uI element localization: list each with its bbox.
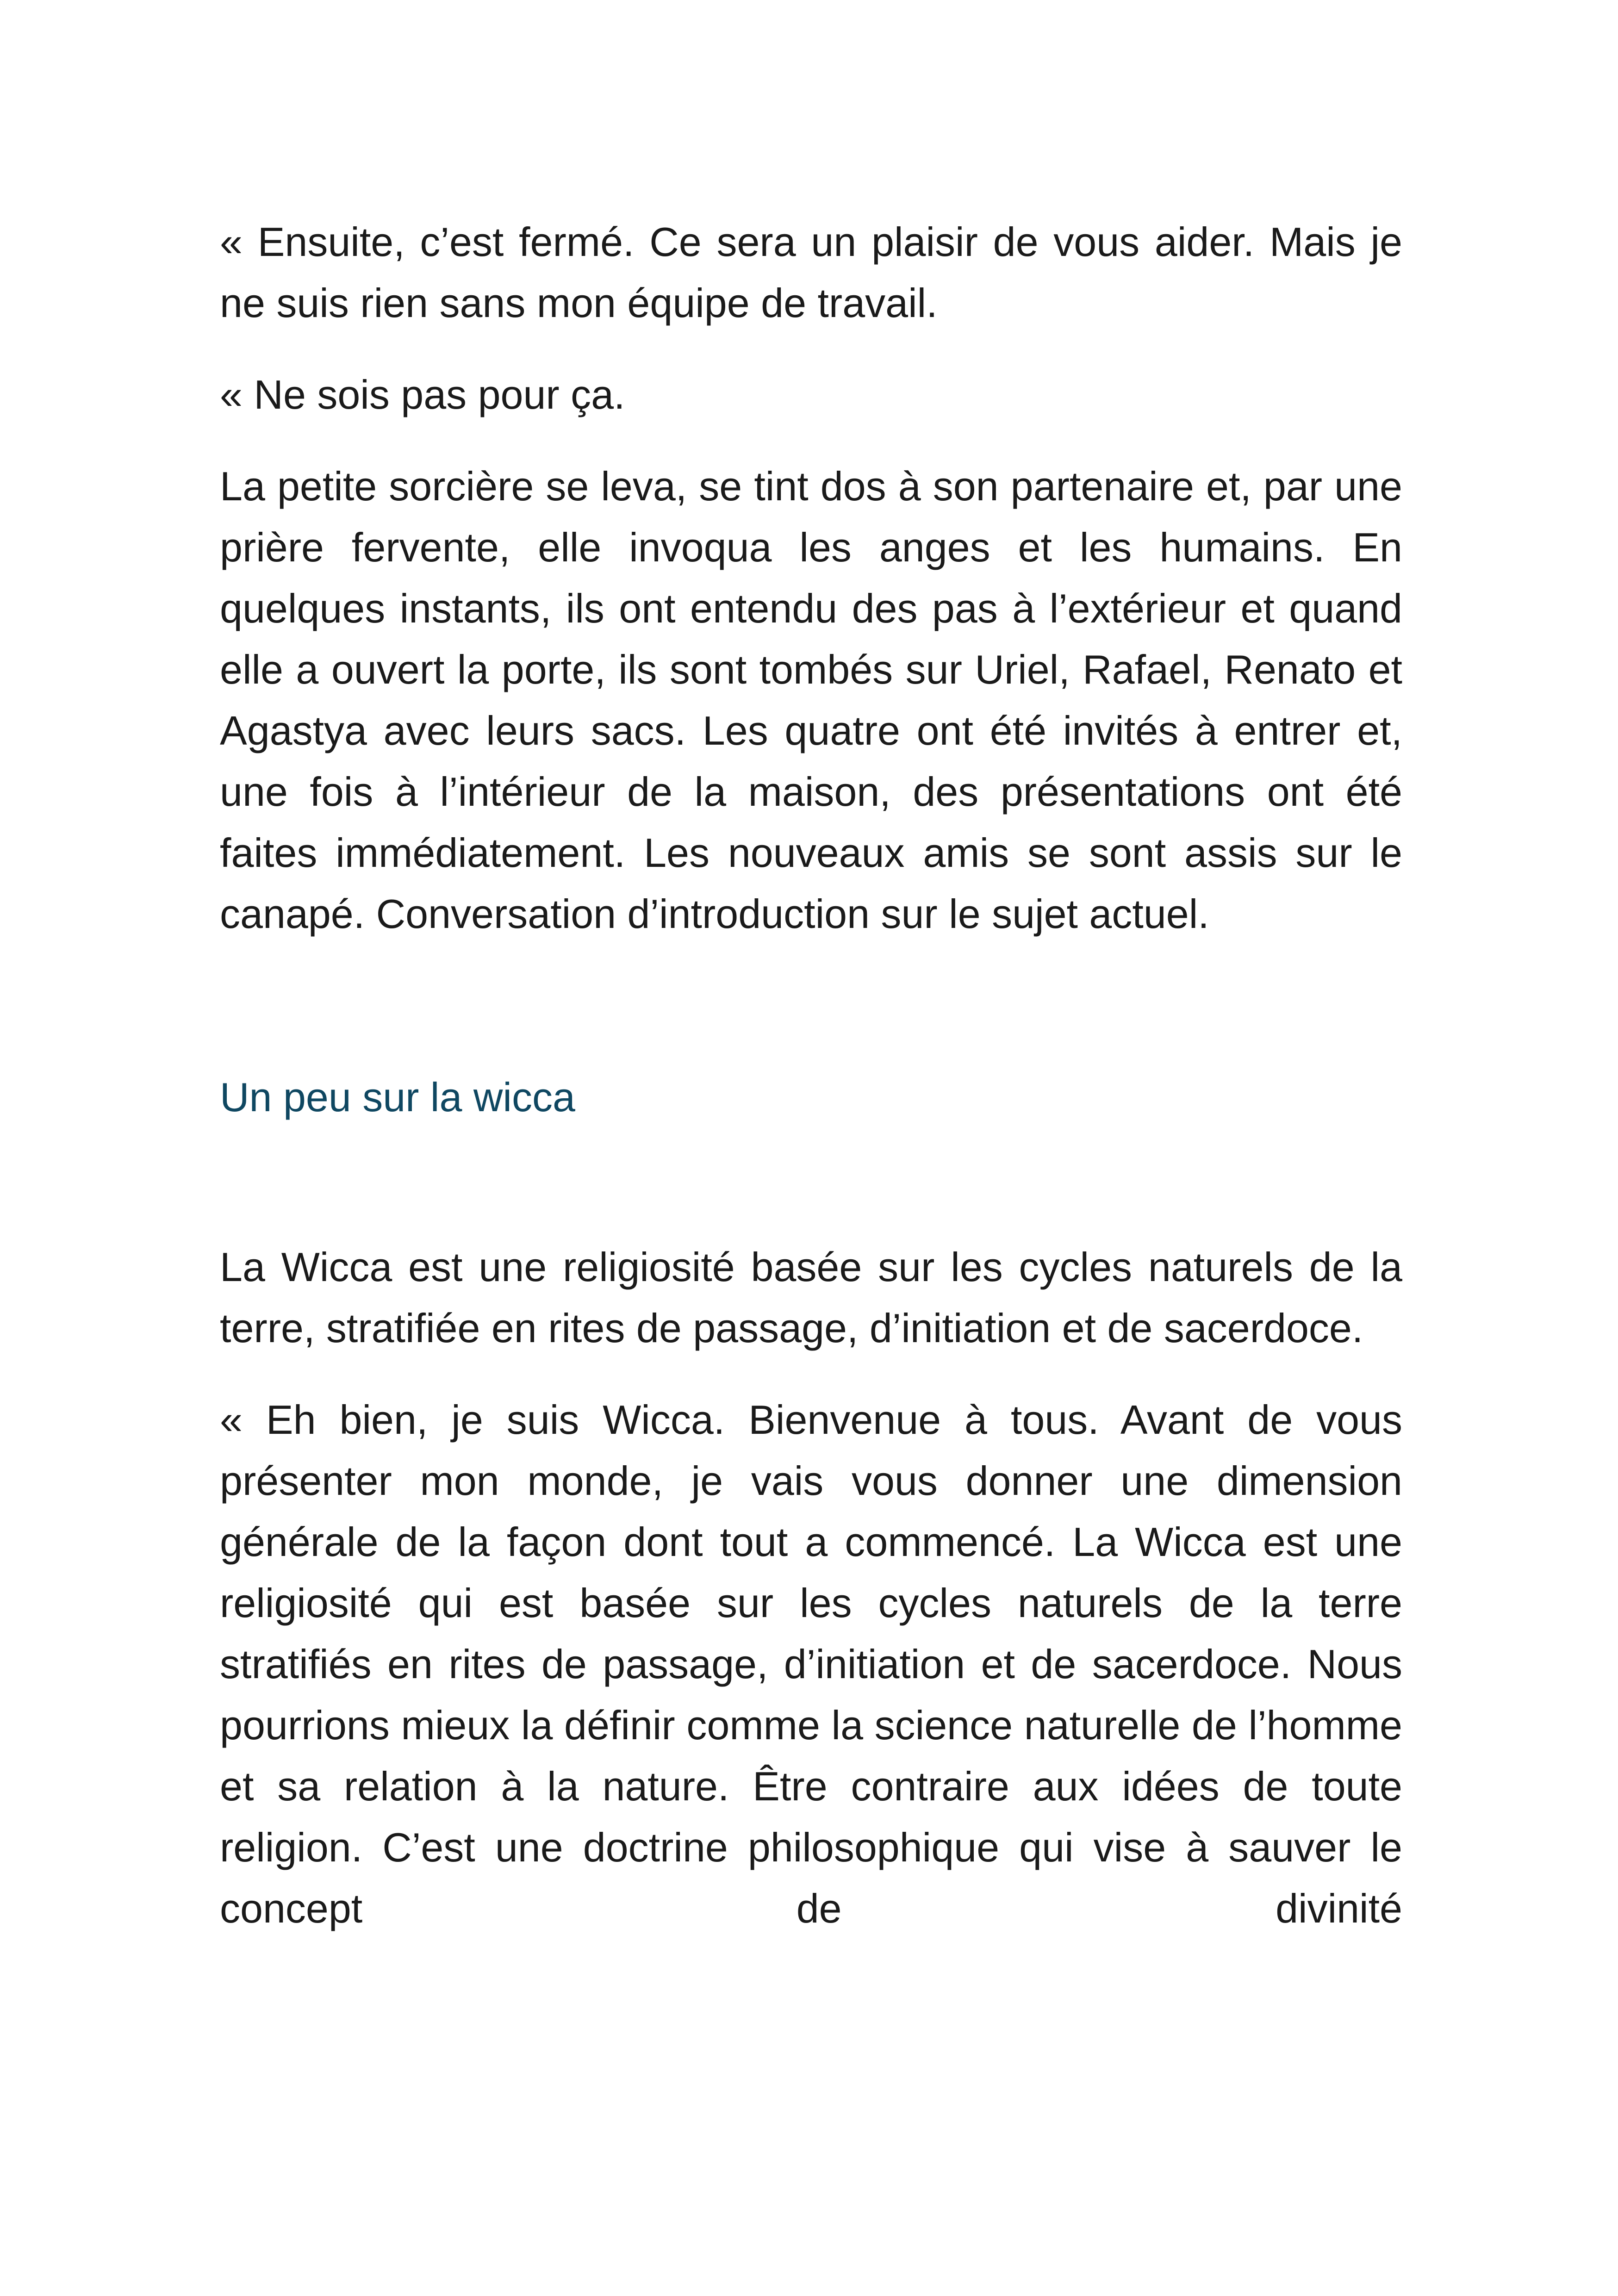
paragraph-dialogue-3: « Eh bien, je suis Wicca. Bienvenue à tous. Avant de vous présenter mon monde, je vais vous donner une dimension générale de la façon dont tout a commencé. La Wicca est une religiosité qui est basée sur les cycles naturels de la terre stratifiés en rites de passage, d’initiation et de sacerdoce. Nous pourrions mieux la définir comme la science naturelle de l’homme et sa relation à la nature. Être contraire aux idées de toute religion. C’est une doctrine philosophique qui vise à sauver le concept de divinité [220,1397,1402,1931]
paragraph-narrative: La petite sorcière se leva, se tint dos à son partenaire et, par une prière fervente, elle invoqua les anges et les humains. En quelques instants, ils ont entendu des pas à l’extérieur et quand elle a ouvert la porte, ils sont tombés sur Uriel, Rafael, Renato et Agastya avec leurs sacs. Les quatre ont été invités à entrer et, une fois à l’intérieur de la maison, des présentations ont été faites immédiatement. Les nouveaux amis se sont assis sur le canapé. Conversation d’introduction sur le sujet actuel. [220,463,1402,937]
paragraph-dialogue-1: « Ensuite, c’est fermé. Ce sera un plaisir de vous aider. Mais je ne suis rien sans mon équipe de travail. [220,219,1402,326]
document-body [220,212,1402,1939]
paragraph-dialogue-2: « Ne sois pas pour ça. [220,372,625,417]
section-heading: Un peu sur la wicca [220,1074,575,1120]
paragraph-definition: La Wicca est une religiosité basée sur les cycles naturels de la terre, stratifiée en rites de passage, d’initiation et de sacerdoce. [220,1244,1402,1351]
